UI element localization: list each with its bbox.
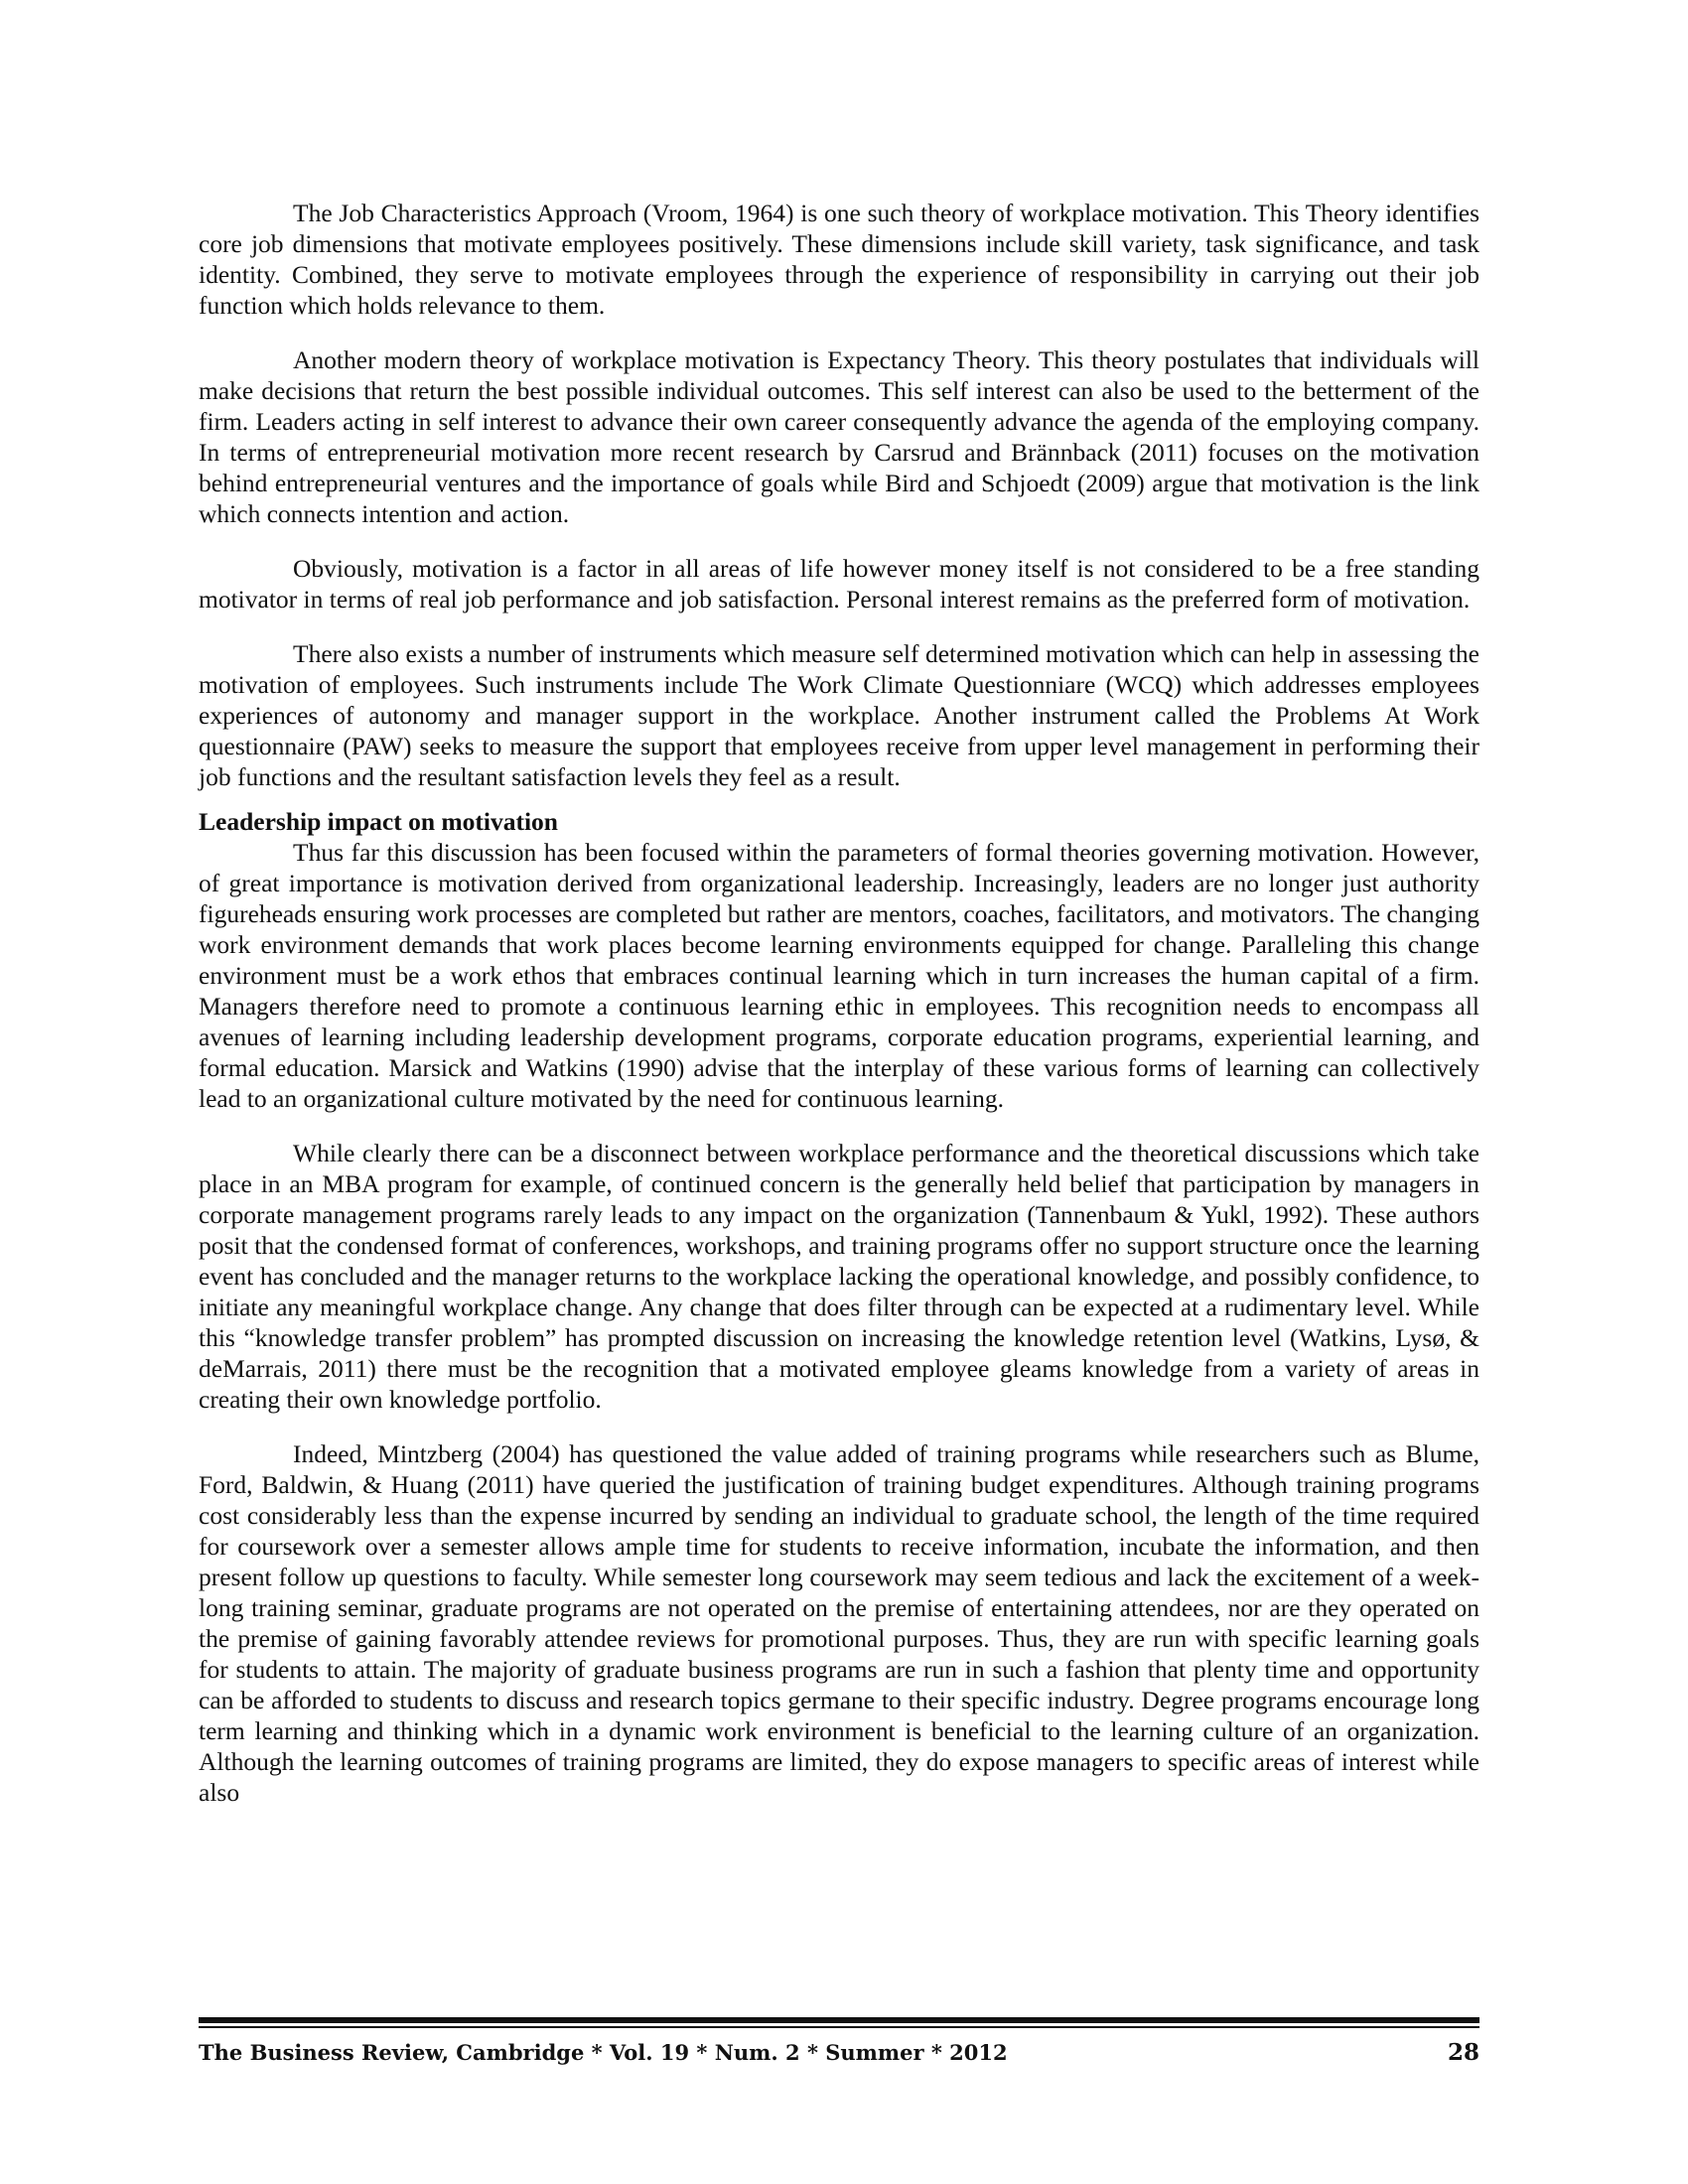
- paragraph: Another modern theory of workplace motivation is Expectancy Theory. This theory postulates that individuals will make decisions that return the best possible individual outcomes. This self interest can also be used to the betterment of the firm. Leaders acting in self interest to advance their own career consequently advance the agenda of the employing company. In terms of entrepreneurial motivation more recent research by Carsrud and Brännback (2011) focuses on the motivation behind entrepreneurial ventures and the importance of goals while Bird and Schjoedt (2009) argue that motivation is the link which connects intention and action.: [199, 345, 1479, 528]
- paragraph: There also exists a number of instruments which measure self determined motivation which can help in assessing the motivation of employees. Such instruments include The Work Climate Questionniare (WCQ) which addresses employees experiences of autonomy and manager support in the workplace. Another instrument called the Problems At Work questionnaire (PAW) seeks to measure the support that employees receive from upper level management in performing their job functions and the resultant satisfaction levels they feel as a result.: [199, 639, 1479, 791]
- paragraph: Indeed, Mintzberg (2004) has questioned the value added of training programs while researchers such as Blume, Ford, Baldwin, & Huang (2011) have queried the justification of training budget expenditures. Although training programs cost considerably less than the expense incurred by sending an individual to graduate school, the length of the time required for coursework over a semester allows ample time for students to receive information, incubate the information, and then present follow up questions to faculty. While semester long coursework may seem tedious and lack the excitement of a week-long training seminar, graduate programs are not operated on the premise of entertaining attendees, nor are they operated on the premise of gaining favorably attendee reviews for promotional purposes. Thus, they are run with specific learning goals for students to attain. The majority of graduate business programs are run in such a fashion that plenty time and opportunity can be afforded to students to discuss and research topics germane to their specific industry. Degree programs encourage long term learning and thinking which in a dynamic work environment is beneficial to the learning culture of an organization. Although the learning outcomes of training programs are limited, they do expose managers to specific areas of interest while also: [199, 1439, 1479, 1807]
- footer-divider: [199, 2017, 1479, 2023]
- paragraph: Obviously, motivation is a factor in all areas of life however money itself is not considered to be a free standing motivator in terms of real job performance and job satisfaction. Personal interest remains as the preferred form of motivation.: [199, 554, 1479, 614]
- journal-citation: The Business Review, Cambridge * Vol. 19 * Num. 2 * Summer * 2012: [199, 2040, 1008, 2065]
- paragraph: Thus far this discussion has been focused within the parameters of formal theories governing motivation. However, of great importance is motivation derived from organizational leadership. Increasingly, leaders are no longer just authority figureheads ensuring work processes are completed but rather are mentors, coaches, facilitators, and motivators. The changing work environment demands that work places become learning environments equipped for change. Paralleling this change environment must be a work ethos that embraces continual learning which in turn increases the human capital of a firm. Managers therefore need to promote a continuous learning ethic in employees. This recognition needs to encompass all avenues of learning including leadership development programs, corporate education programs, experiential learning, and formal education. Marsick and Watkins (1990) advise that the interplay of these various forms of learning can collectively lead to an organizational culture motivated by the need for continuous learning.: [199, 838, 1479, 1113]
- body-text: [199, 198, 1479, 1832]
- page-number: 28: [1447, 2039, 1479, 2066]
- section-heading: Leadership impact on motivation: [199, 807, 558, 836]
- footer-divider-thin: [199, 2026, 1479, 2028]
- paragraph: While clearly there can be a disconnect between workplace performance and the theoretical discussions which take place in an MBA program for example, of continued concern is the generally held belief that participation by managers in corporate management programs rarely leads to any impact on the organization (Tannenbaum & Yukl, 1992). These authors posit that the condensed format of conferences, workshops, and training programs offer no support structure once the learning event has concluded and the manager returns to the workplace lacking the operational knowledge, and possibly confidence, to initiate any meaningful workplace change. Any change that does filter through can be expected at a rudimentary level. While this “knowledge transfer problem” has prompted discussion on increasing the knowledge retention level (Watkins, Lysø, & deMarrais, 2011) there must be the recognition that a motivated employee gleams knowledge from a variety of areas in creating their own knowledge portfolio.: [199, 1139, 1479, 1414]
- page-footer: [199, 2035, 1479, 2071]
- paragraph: The Job Characteristics Approach (Vroom, 1964) is one such theory of workplace motivation. This Theory identifies core job dimensions that motivate employees positively. These dimensions include skill variety, task significance, and task identity. Combined, they serve to motivate employees through the experience of responsibility in carrying out their job function which holds relevance to them.: [199, 199, 1479, 320]
